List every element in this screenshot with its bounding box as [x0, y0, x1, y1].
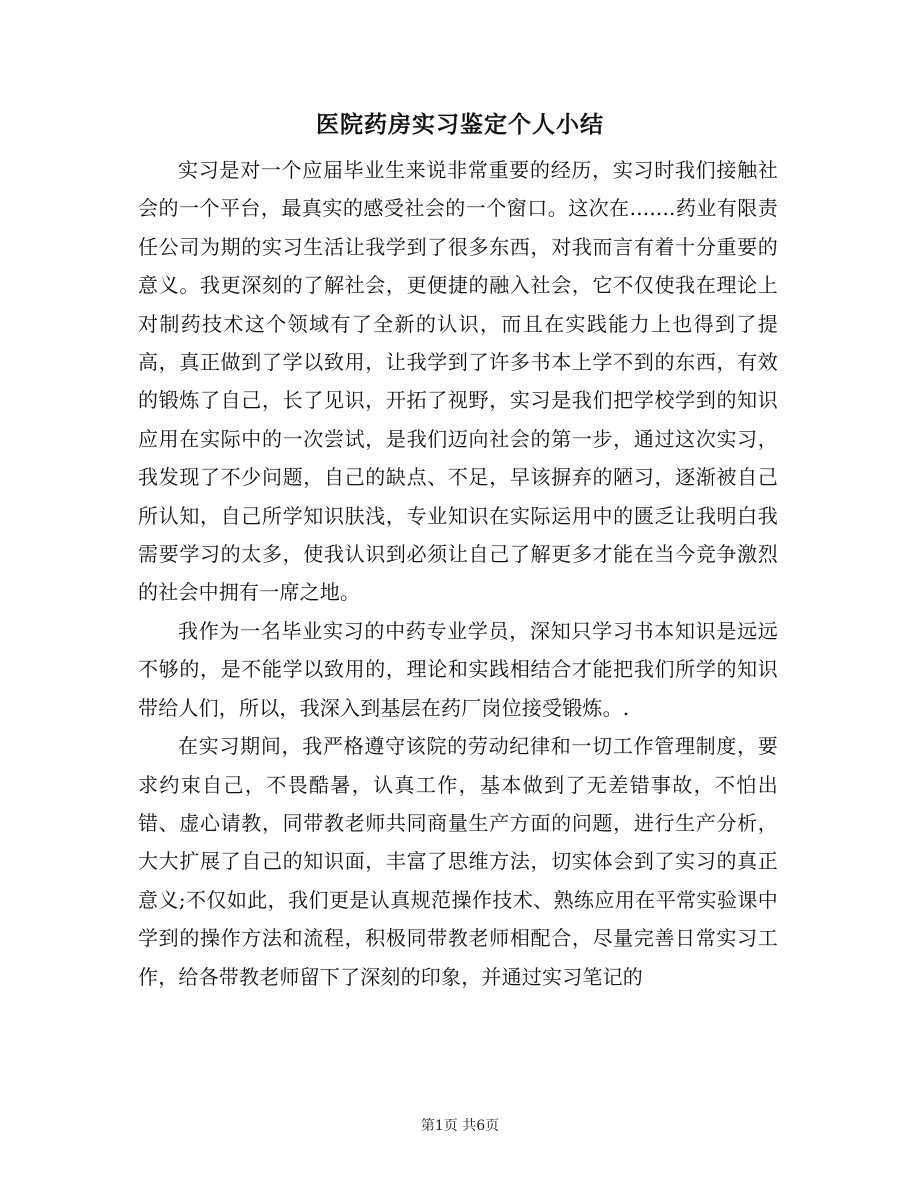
document-body: [138, 151, 778, 996]
document-title: 医院药房实习鉴定个人小结: [316, 111, 604, 138]
page-footer: 第1页 共6页: [420, 1118, 500, 1134]
paragraph-2: 我作为一名毕业实习的中药专业学员，深知只学习书本知识是远远不够的，是不能学以致用的，理论和实践相结合才能把我们所学的知识带给人们，所以，我深入到基层在药厂岗位接受锻炼。.: [138, 618, 778, 720]
paragraph-3: 在实习期间，我严格遵守该院的劳动纪律和一切工作管理制度，要求约束自己，不畏酷暑，认真工作，基本做到了无差错事故，不怕出错、虚心请教，同带教老师共同商量生产方面的问题，进行生产分析，大大扩展了自己的知识面，丰富了思维方法，切实体会到了实习的真正意义;不仅如此，我们更是认真规范操作技术、熟练应用在平常实验课中学到的操作方法和流程，积极同带教老师相配合，尽量完善日常实习工作，给各带教老师留下了深刻的印象，并通过实习笔记的: [138, 734, 778, 989]
paragraph-1: 实习是对一个应届毕业生来说非常重要的经历，实习时我们接触社会的一个平台，最真实的感受社会的一个窗口。这次在.......药业有限责任公司为期的实习生活让我学到了很多东西，对我而言有着十分重要的意义。我更深刻的了解社会，更便捷的融入社会，它不仅使我在理论上对制药技术这个领域有了全新的认识，而且在实践能力上也得到了提高，真正做到了学以致用，让我学到了许多书本上学不到的东西，有效的锻炼了自己，长了见识，开拓了视野，实习是我们把学校学到的知识应用在实际中的一次尝试，是我们迈向社会的第一步，通过这次实习，我发现了不少问题，自己的缺点、不足，早该摒弃的陋习，逐渐被自己所认知，自己所学知识肤浅，专业知识在实际运用中的匮乏让我明白我需要学习的太多，使我认识到必须让自己了解更多才能在当今竞争激烈的社会中拥有一席之地。: [138, 158, 778, 605]
